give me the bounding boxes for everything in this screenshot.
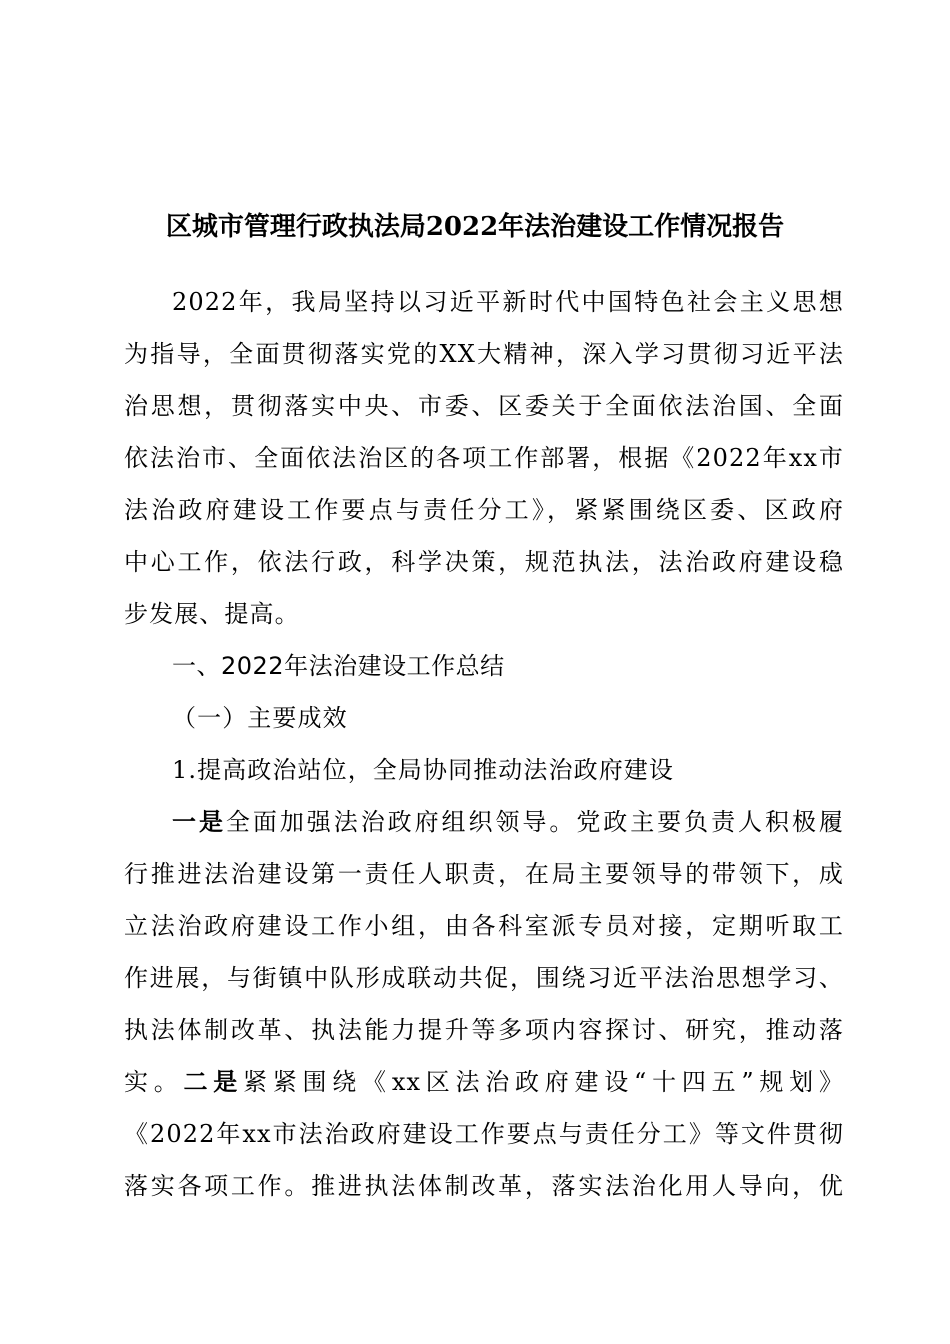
intro-line-1: 2022年，我局坚持以习近平新时代中国特色社会主义思想 [172,288,844,316]
para-line-8: 落实各项工作。推进执法体制改革，落实法治化用人导向，优 [124,1172,844,1200]
subsection-heading: （一）主要成效 [172,704,348,732]
intro-line-3: 治思想，贯彻落实中央、市委、区委关于全面依法治国、全面 [124,392,844,420]
para-line-5: 执法体制改革、执法能力提升等多项内容探讨、研究，推动落 [124,1016,844,1044]
intro-line-2: 为指导，全面贯彻落实党的XX大精神，深入学习贯彻习近平法 [124,340,844,368]
para-line-2: 行推进法治建设第一责任人职责，在局主要领导的带领下，成 [124,860,844,888]
lead-label-1: 一是 [172,807,226,836]
para-line-6 [124,1064,844,1100]
lead-label-2: 二是 [183,1067,244,1096]
intro-line-6: 中心工作，依法行政，科学决策，规范执法，法治政府建设稳 [124,548,844,576]
document-title: 区城市管理行政执法局2022年法治建设工作情况报告 [165,212,785,242]
para-line-3: 立法治政府建设工作小组，由各科室派专员对接，定期听取工 [124,912,844,940]
intro-line-5: 法治政府建设工作要点与责任分工》，紧紧围绕区委、区政府 [124,496,844,524]
para-line-6-start: 实。 [124,1068,184,1096]
para-line-6-text: 紧紧围绕《xx区法治政府建设“十四五”规划》 [243,1068,844,1096]
para-line-7: 《2022年xx市法治政府建设工作要点与责任分工》等文件贯彻 [124,1120,844,1148]
section-heading: 一、2022年法治建设工作总结 [172,652,505,680]
intro-line-4: 依法治市、全面依法治区的各项工作部署，根据《2022年xx市 [124,444,844,472]
para-line-4: 作进展，与街镇中队形成联动共促，围绕习近平法治思想学习、 [124,964,844,992]
para-line-1-text: 全面加强法治政府组织领导。党政主要负责人积极履 [225,808,844,836]
intro-line-7: 步发展、提高。 [124,600,300,628]
para-line-1 [172,804,844,840]
item-heading: 1.提高政治站位，全局协同推动法治政府建设 [172,756,674,784]
